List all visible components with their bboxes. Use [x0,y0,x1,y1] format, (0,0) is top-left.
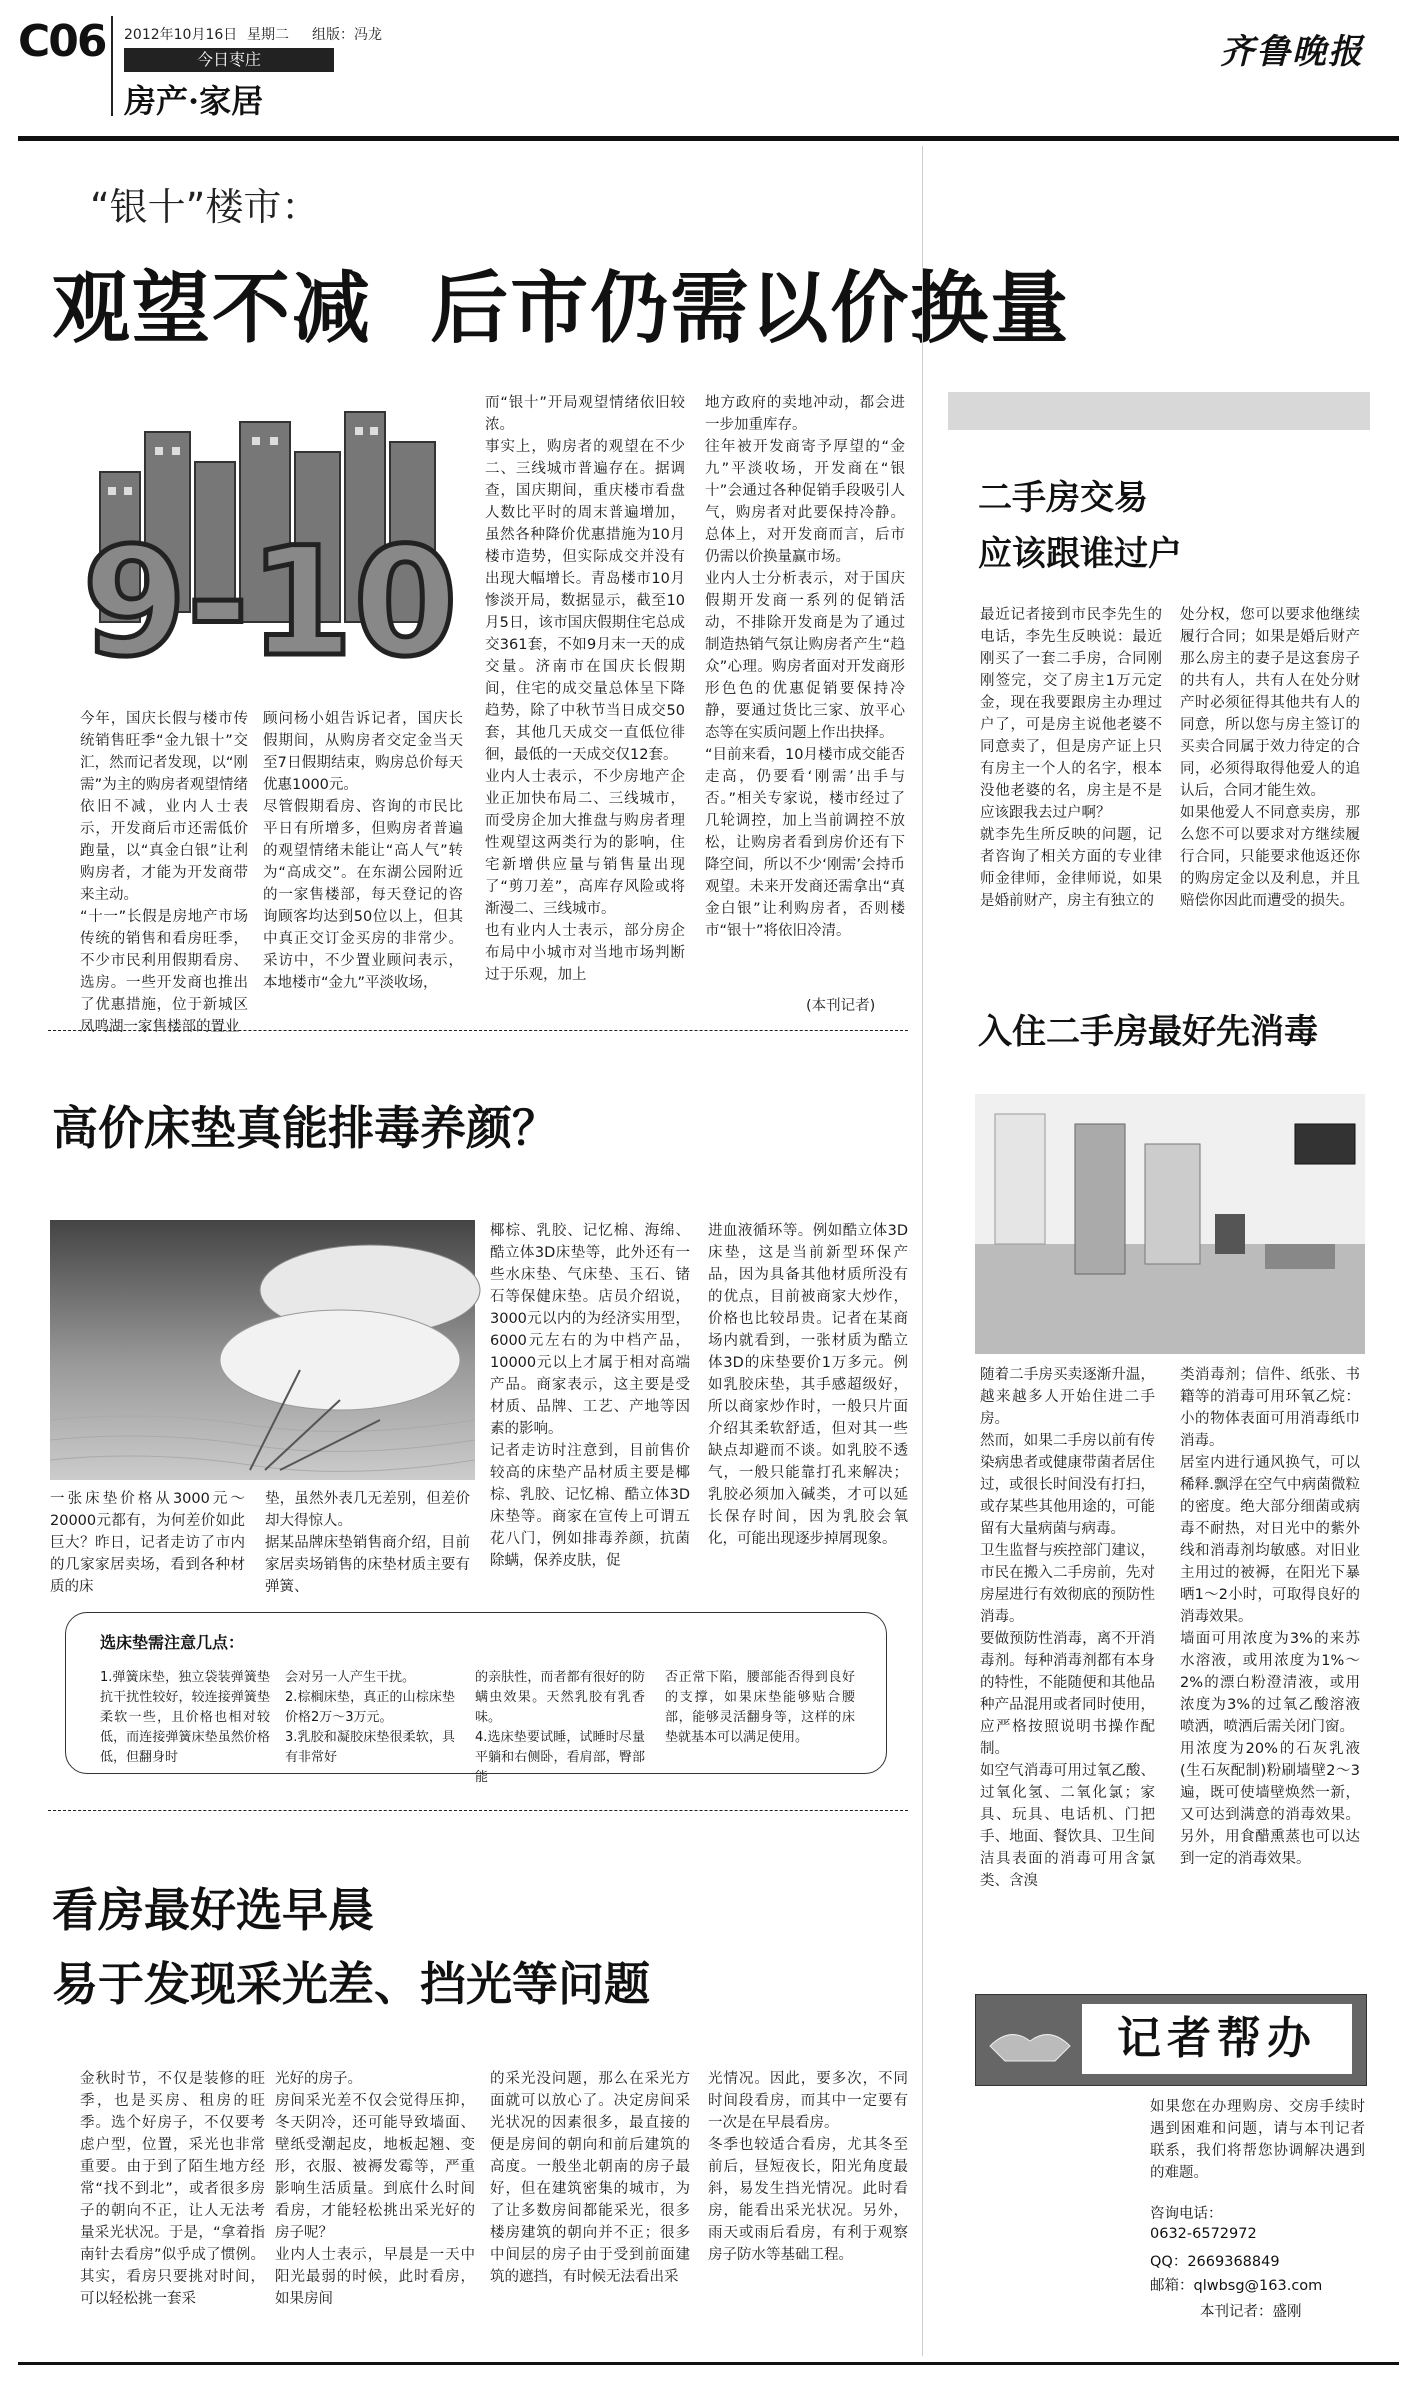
story4-col4: 进血液循环等。例如酷立体3D床垫，这是当前新型环保产品，因为具备其他材质所没有的优点，目前被商家大炒作，价格也比较昂贵。记者在某商场内就看到，一张材质为酷立体3D的床垫要价1万多元。例如乳胶床垫，其手感超级好，所以商家炒作时，一般只片面介绍其柔软舒适，但对其一些缺点却避而不谈。如乳胶不透气，一般只能靠打孔来解决；乳胶必须加入碱类，才可以延长保存时间，因为乳胶会氧化，可能出现逐步掉屑现象。 [708,1223,908,1547]
story4-headline: 高价床垫真能排毒养颜？ [52,1101,558,1155]
help-box-intro: 如果您在办理购房、交房手续时遇到困难和问题，请与本刊记者联系，我们将帮您协调解决遇到的难题。 [1150,2099,1365,2181]
story1-headline: 观望不减 后市仍需以价换量 [52,264,1071,354]
story4-col2: 垫，虽然外表几无差别，但差价却大得惊人。 据某品牌床垫销售商介绍，目前家居卖场销售的床垫材质主要有弹簧、 [265,1491,470,1595]
masthead-divider [111,16,113,116]
help-box-reporter: 本刊记者：盛刚 [1200,2304,1302,2320]
bottom-rule [18,2362,1399,2365]
story4-col1: 一张床垫价格从3000元～20000元都有，为何差价如此巨大？昨日，记者走访了市内的几家家居卖场，看到各种材质的床 [50,1491,245,1595]
top-rule [18,136,1399,141]
tips-col3: 的亲肤性，而者都有很好的防螨虫效果。天然乳胶有乳香味。 4.选床垫要试睡，试睡时尽量平躺和右侧卧，看肩部，臀部能 [475,1670,645,1785]
story2-col1: 最近记者接到市民李先生的电话，李先生反映说：最近刚买了一套二手房，合同刚刚签完，交了房主1万元定金，现在我要跟房主办理过户了，可是房主说他老婆不同意卖了，但是房产证上只有房主一个人的名字，根本没他老婆的名，房主是不是应该跟我去过户啊？ 就李先生所反映的问题，记者咨询了相关方面的专业律师金律师，金律师说，如果是婚前财产，房主有独立的 [980,607,1162,909]
help-box-phone-label: 咨询电话： [1150,2206,1223,2222]
divider-2 [48,1810,908,1811]
story2-headline: 二手房交易 应该跟谁过户 [978,478,1182,574]
story1-photo [80,392,460,690]
story2-col2: 处分权，您可以要求他继续履行合同；如果是婚后财产那么房主的妻子是这套房子的共有人，共有人在处分财产时必须征得其他共有人的同意，所以您与房主签订的买卖合同属于效力待定的合同，必须得取得他爱人的追认后，合同才能生效。 如果他爱人不同意卖房，那么您不可以要求对方继续履行合同，只能要求他返还你的购房定金以及利息，并且赔偿你因此而遭受的损失。 [1180,607,1360,909]
story3-headline: 入住二手房最好先消毒 [978,1012,1318,1052]
story5-col2: 光好的房子。 房间采光差不仅会觉得压抑，冬天阴冷，还可能导致墙面、壁纸受潮起皮，地板起翘、变形，衣服、被褥发霉等，严重影响生活质量。到底什么时间看房，才能轻松挑出采光好的房子呢？ 业内人士表示，早晨是一天中阳光最弱的时候，此时看房，如果房间 [275,2071,475,2307]
story2-bar [948,392,1370,430]
story5-col1: 金秋时节，不仅是装修的旺季，也是买房、租房的旺季。选个好房子，不仅要考虑户型，位置，采光也非常重要。由于到了陌生地方经常“找不到北”，或者很多房子的朝向不正，让人无法考量采光状况。于是，“拿着指南针去看房”似乎成了惯例。其实，看房只要挑对时间，可以轻松挑一套采 [80,2071,265,2307]
section-top-label: 今日枣庄 [124,48,334,72]
help-box-phone: 0632-6572972 [1150,2226,1257,2242]
story1-photo-text: 9-10 [82,516,458,690]
help-box-title: 记者帮办 [1082,2004,1352,2074]
story3-col1: 随着二手房买卖逐渐升温，越来越多人开始住进二手房。 然而，如果二手房以前有传染病患者或健康带菌者居住过，或很长时间没有打扫，或存某些其他用途的，可能留有大量病菌与病毒。 卫生监督与疾控部门建议，市民在搬入二手房前，先对房屋进行有效彻底的预防性消毒。 要做预防性消毒，离不开消毒剂。每种消毒剂都有本身的特性，不能随便和其他品种产品混用或者同时使用，应严格按照说明书操作配制。 如空气消毒可用过氧乙酸、过氧化氢、二氧化氯；家具、玩具、电话机、门把手、地面、餐饮具、卫生间洁具表面的消毒可用含氯类、含溴 [980,1367,1155,1889]
help-box-email: 邮箱：qlwbsg@163.com [1150,2278,1323,2294]
issue-date: 2012年10月16日 [124,27,238,43]
section-main-label: 房产·家居 [124,82,264,120]
tips-col4: 否正常下陷，腰部能否得到良好的支撑，如果床垫能够贴合腰部，能够灵活翻身等，这样的床垫就基本可以满足使用。 [665,1670,855,1745]
story5-headline-2: 易于发现采光差、挡光等问题 [52,1957,650,2011]
story5-col4: 光情况。因此，要多次，不同时间段看房，而其中一定要有一次是在早晨看房。 冬季也较适合看房，尤其冬至前后，昼短夜长，阳光角度最斜，易发生挡光情况。此时看房，能看出采光状况。另外，雨天或雨后看房，有利于观察房子防水等基础工程。 [708,2071,908,2263]
room-photo [975,1094,1365,1354]
divider-1 [48,1030,908,1031]
help-box-qq: QQ：2669368849 [1150,2254,1280,2270]
story1-byline: (本刊记者) [806,998,876,1014]
story5-col3: 的采光没问题，那么在采光方面就可以放心了。决定房间采光状况的因素很多，最直接的便是房间的朝向和前后建筑的高度。一般坐北朝南的房子最好，但在建筑密集的城市，为了让多数房间都能采光，很多楼房建筑的朝向并不正；很多中间层的房子由于受到前面建筑的遮挡，有时候无法看出采 [490,2071,690,2285]
page-number: C06 [18,16,106,67]
tips-title: 选床垫需注意几点： [100,1633,245,1652]
story1-col1: 今年，国庆长假与楼市传统销售旺季“金九银十”交汇，然而记者发现，以“刚需”为主的购房者观望情绪依旧不减，业内人士表示，开发商后市还需低价跑量，以“真金白银”让利购房者，才能为开发商带来主动。 “十一”长假是房地产市场传统的销售和看房旺季，不少市民利用假期看房、选房。一些开发商也推出了优惠措施，位于新城区凤鸣湖一家售楼部的置业 [80,711,248,1035]
issue-editor: 组版：冯龙 [312,27,382,43]
story1-kicker: “银十”楼市： [90,185,320,229]
story1-col4: 地方政府的卖地冲动，都会进一步加重库存。 往年被开发商寄予厚望的“金九”平淡收场，开发商在“银十”会通过各种促销手段吸引人气，购房者对此要保持冷静。总体上，对开发商而言，后市仍需以价换量赢市场。 业内人士分析表示，对于国庆假期开发商一系列的促销活动，不排除开发商是为了通过制造热销气氛让购房者产生“趋众”心理。购房者面对开发商形形色色的优惠促销要保持冷静，要通过货比三家、放平心态等在实质问题上作出抉择。 “目前来看，10月楼市成交能否走高，仍要看‘刚需’出手与否。”相关专家说，楼市经过了几轮调控，加上当前调控不放松，让购房者看到房价还有下降空间，所以不少‘刚需’会持币观望。未来开发商还需拿出“真金白银”让利购房者，否则楼市“银十”将依旧冷清。 [705,395,905,939]
story5-headline-1: 看房最好选早晨 [52,1883,374,1937]
mattress-photo [50,1220,475,1480]
story3-col2: 类消毒剂；信件、纸张、书籍等的消毒可用环氧乙烷：小的物体表面可用消毒纸巾消毒。 居室内进行通风换气，可以稀释.飘浮在空气中病菌微粒的密度。绝大部分细菌或病毒不耐热，对日光中的紫外线和消毒剂均敏感。对旧业主用过的被褥，在阳光下暴晒1～2小时，可取得良好的消毒效果。 墙面可用浓度为3%的来苏水溶液，或用浓度为1%～2%的漂白粉澄清液，或用浓度为3%的过氧乙酸溶液喷洒，喷洒后需关闭门窗。 用浓度为20%的石灰乳液(生石灰配制)粉刷墙壁2～3遍，既可使墙壁焕然一新，又可达到满意的消毒效果。另外，用食醋熏蒸也可以达到一定的消毒效果。 [1180,1367,1360,1867]
issue-weekday: 星期二 [247,27,289,43]
tips-col2: 会对另一人产生干扰。 2.棕榈床垫，真正的山棕床垫价格2万～3万元。 3.乳胶和凝胶床垫很柔软，具有非常好 [285,1670,455,1765]
story1-col2: 顾问杨小姐告诉记者，国庆长假期间，从购房者交定金当天至7日假期结束，购房总价每天优惠1000元。 尽管假期看房、咨询的市民比平日有所增多，但购房者普遍的观望情绪未能让“高人气”转为“高成交”。在东湖公园附近的一家售楼部，每天登记的咨询顾客均达到50位以上，但其中真正交订金买房的非常少。采访中，不少置业顾问表示，本地楼市“金九”平淡收场， [263,711,463,991]
right-column-rule [922,146,923,2356]
story1-col3: 而“银十”开局观望情绪依旧较浓。 事实上，购房者的观望在不少二、三线城市普遍存在。据调查，国庆期间，重庆楼市看盘人数比平时的周末普遍增加，虽然各种降价优惠措施为10月楼市造势，但实际成交并没有出现大幅增长。青岛楼市10月惨淡开局，数据显示，截至10月5日，该市国庆假期住宅总成交361套，不如9月末一天的成交量。济南市在国庆长假期间，住宅的成交量总体呈下降趋势，除了中秋节当日成交50套，其他几天成交一直低位徘徊，最低的一天成交仅12套。 业内人士表示，不少房地产企业正加快布局二、三线城市，而受房企加大推盘与购房者理性观望这两类行为的影响，住宅新增供应量与销售量出现了“剪刀差”，高库存风险或将渐漫二、三线城市。 也有业内人士表示，部分房企布局中小城市对当地市场判断过于乐观，加上 [485,395,685,983]
story4-col3: 椰棕、乳胶、记忆棉、海绵、酷立体3D床垫等，此外还有一些水床垫、气床垫、玉石、锗石等保健床垫。店员介绍说，3000元以内的为经济实用型，6000元左右的为中档产品，10000元以上才属于相对高端产品。商家表示，这主要是受材质、品牌、工艺、产地等因素的影响。 记者走访时注意到，目前售价较高的床垫产品材质主要是椰棕、乳胶、记忆棉、酷立体3D床垫等。商家在宣传上可谓五花八门，例如排毒养颜，抗菌除螨，保养皮肤，促 [490,1223,690,1569]
tips-col1: 1.弹簧床垫，独立袋装弹簧垫抗干扰性较好，较连接弹簧垫柔软一些，且价格也相对较低，而连接弹簧床垫虽然价格低，但翻身时 [100,1670,270,1765]
help-box-handshake-icon [985,2006,1075,2072]
paper-name-logo: 齐鲁晚报 [1220,32,1364,72]
